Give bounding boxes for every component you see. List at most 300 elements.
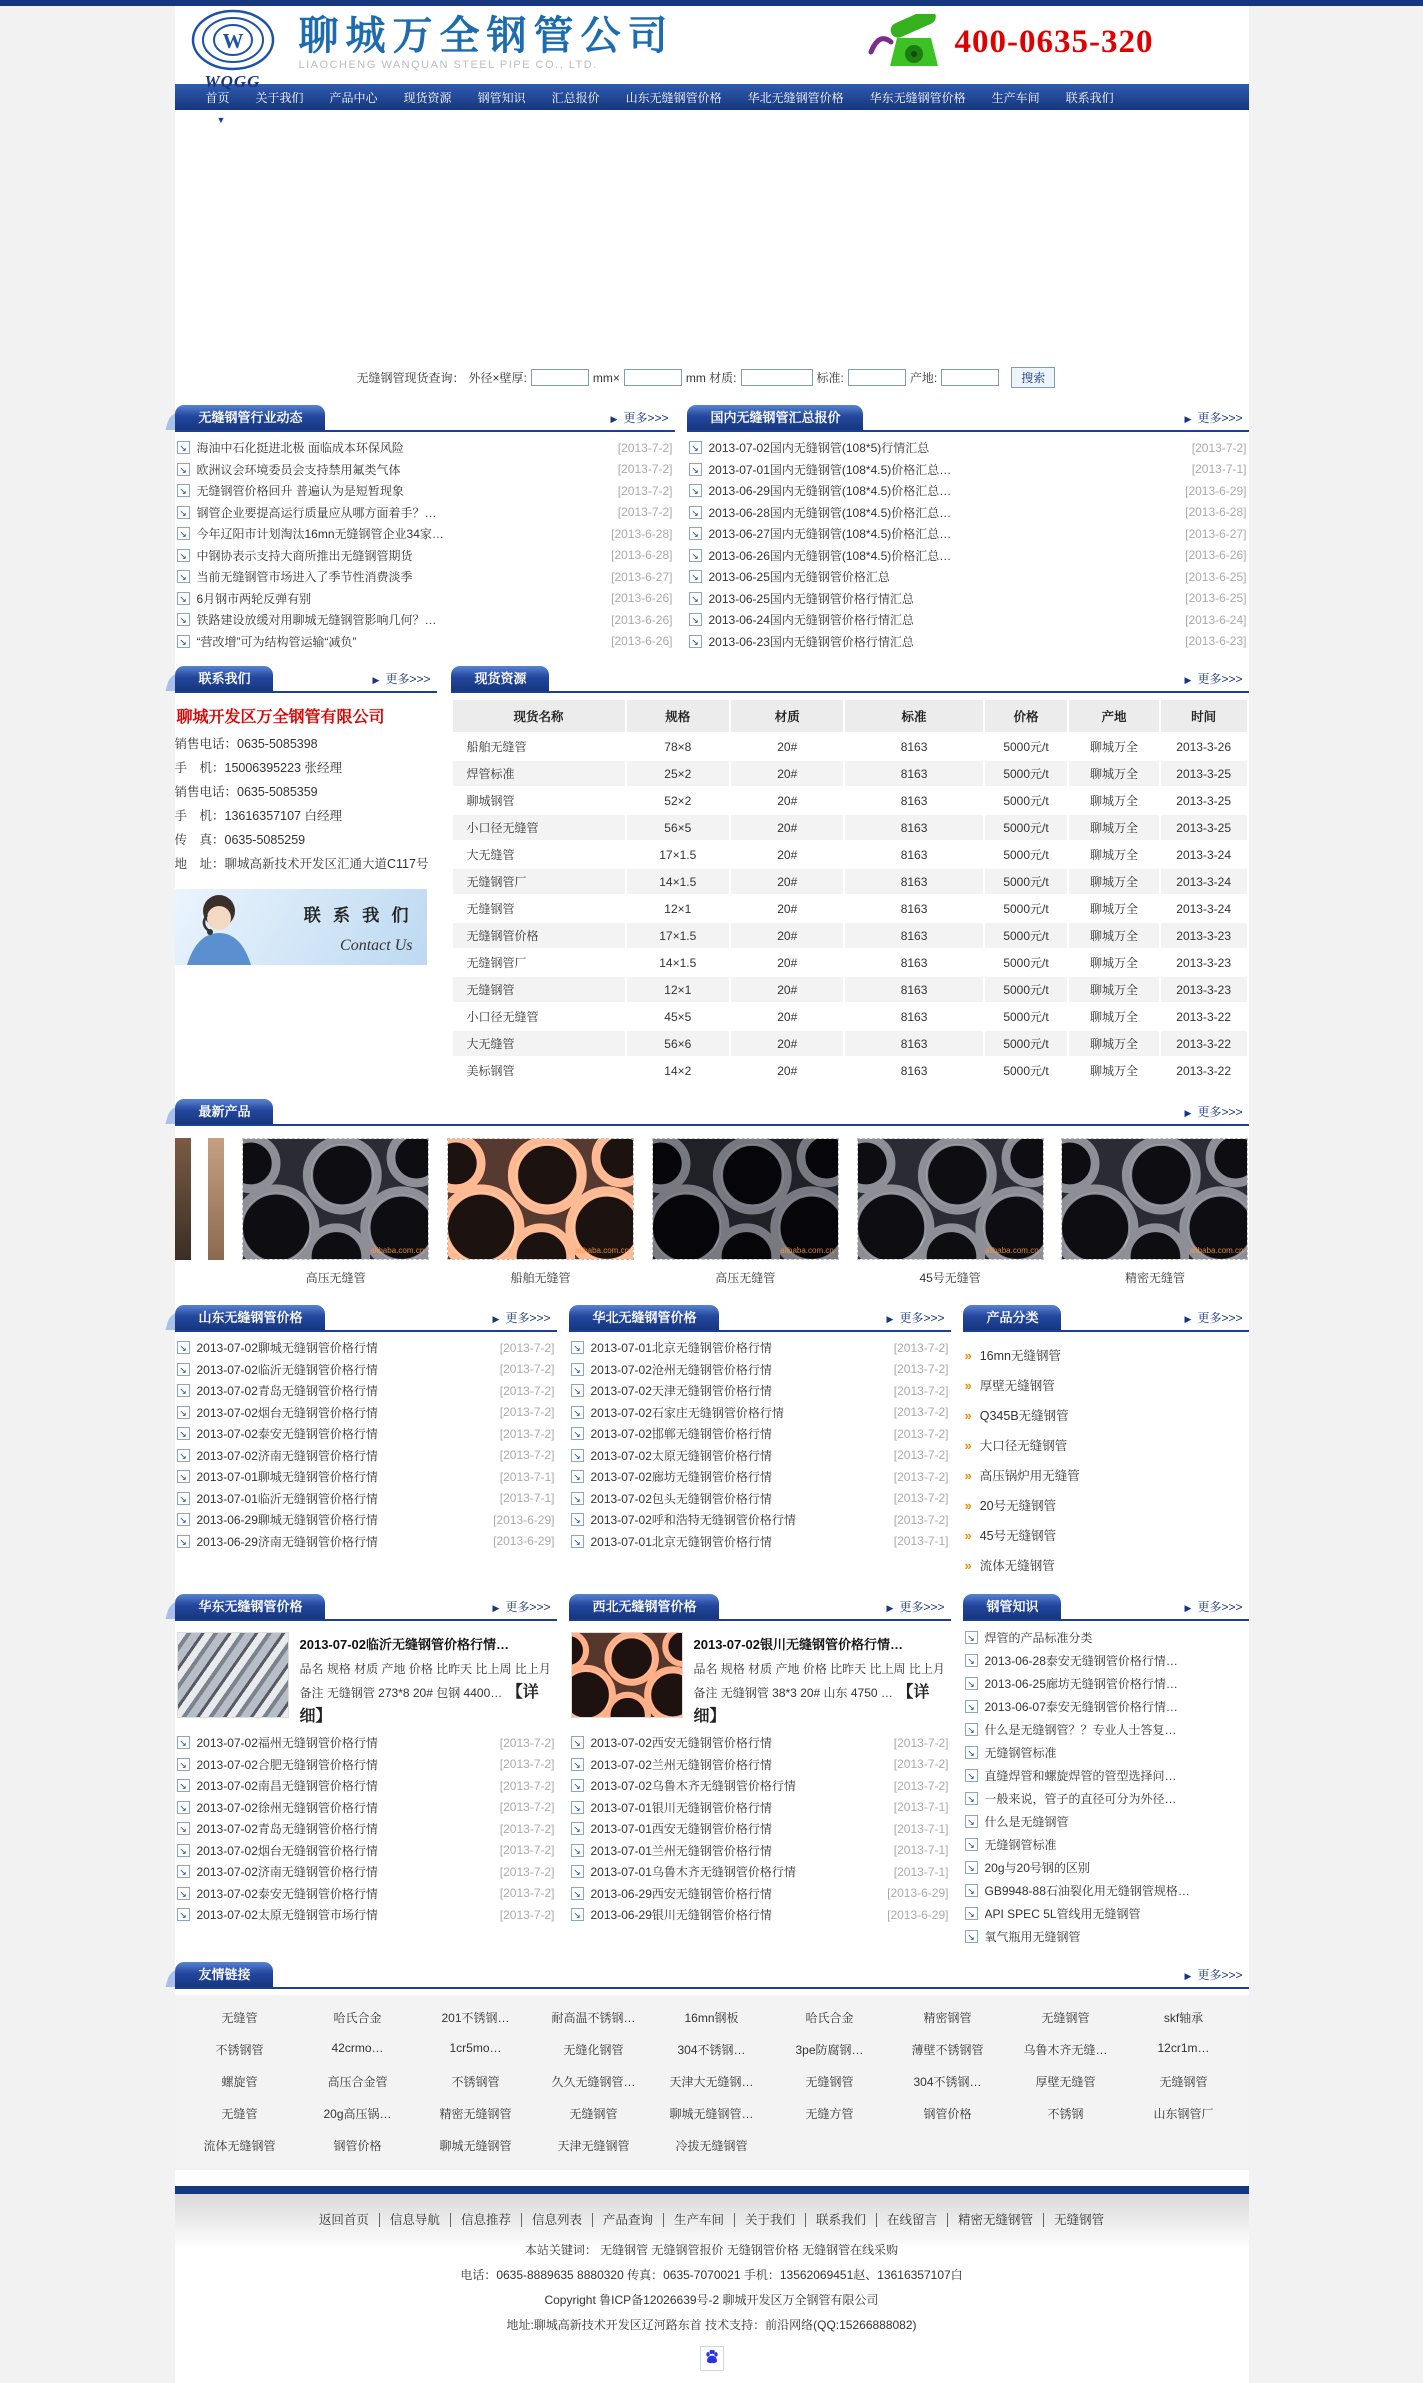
friend-link[interactable]: 无缝钢管 (569, 2107, 618, 2121)
price-link[interactable]: 2013-07-01兰州无缝钢管价格行情 (590, 1843, 772, 1858)
knowledge-link[interactable]: 什么是无缝钢管 (984, 1815, 1069, 1829)
more-link[interactable]: ▶ 更多>>> (492, 1311, 551, 1325)
footer-nav-link[interactable]: 在线留言 (877, 2213, 948, 2227)
friend-link[interactable]: 无缝钢管 (1041, 2011, 1090, 2025)
knowledge-link[interactable]: 焊管的产品标准分类 (984, 1631, 1093, 1645)
featured-article-image[interactable] (571, 1632, 683, 1718)
industry-news-list (175, 437, 675, 652)
featured-article-title[interactable]: 2013-07-02银川无缝钢管价格行情… (693, 1637, 903, 1652)
product-card (447, 1138, 634, 1287)
link-bullet-icon: ↘ (177, 441, 190, 454)
price-link[interactable]: 2013-07-02临沂无缝钢管价格行情 (196, 1362, 378, 1377)
spot-price-cell: 5000元/t (984, 976, 1069, 1003)
friend-link[interactable]: 无缝钢管 (1159, 2075, 1208, 2089)
link-bullet-icon: ↘ (571, 1406, 584, 1419)
product-image[interactable] (242, 1138, 429, 1260)
table-row (452, 895, 1248, 922)
price-link[interactable]: 2013-07-02泰安无缝钢管价格行情 (196, 1427, 378, 1442)
nav-item[interactable]: 华北无缝钢管价格 (747, 90, 844, 105)
price-link[interactable]: 2013-07-02西安无缝钢管价格行情 (590, 1736, 772, 1751)
friend-link[interactable]: 无缝钢管 (805, 2075, 854, 2089)
list-item (965, 1902, 1247, 1925)
footer-nav-link[interactable]: 产品查询 (593, 2213, 664, 2227)
friend-link[interactable]: skf轴承 (1163, 2011, 1204, 2025)
friend-link[interactable]: 天津大无缝钢… (669, 2075, 754, 2089)
friend-link[interactable]: 钢管价格 (923, 2107, 972, 2121)
nav-item[interactable]: 关于我们 (255, 90, 304, 105)
knowledge-link[interactable]: API SPEC 5L管线用无缝钢管 (984, 1907, 1141, 1921)
price-date: [2013-7-1] (893, 1864, 949, 1879)
spot-spec-cell: 45×5 (626, 1003, 731, 1030)
product-image[interactable] (652, 1138, 839, 1260)
price-link[interactable]: 2013-07-02廊坊无缝钢管价格行情 (590, 1470, 772, 1485)
product-image[interactable] (1061, 1138, 1248, 1260)
price-link[interactable]: 2013-06-29济南无缝钢管价格行情 (196, 1534, 378, 1549)
spot-origin-cell: 聊城万全 (1068, 868, 1159, 895)
more-arrow-icon: ▶ (1184, 1314, 1192, 1324)
column-header: 材质 (730, 699, 844, 733)
nav-item[interactable]: 钢管知识 (477, 90, 526, 105)
price-link[interactable]: 2013-07-02烟台无缝钢管价格行情 (196, 1405, 378, 1420)
spot-standard-cell: 8163 (844, 949, 983, 976)
price-link[interactable]: 2013-07-01聊城无缝钢管价格行情 (196, 1470, 378, 1485)
spot-name-cell: 船舶无缝管 (452, 733, 626, 760)
friend-link[interactable]: 无缝方管 (805, 2107, 854, 2121)
news-link[interactable]: 当前无缝钢管市场进入了季节性消费淡季 (196, 570, 413, 585)
link-bullet-icon: ↘ (965, 1769, 978, 1782)
news-link[interactable]: 中钢协表示支持大商所推出无缝钢管期货 (196, 548, 413, 563)
friend-link[interactable]: 久久无缝钢管… (551, 2075, 636, 2089)
standard-input[interactable] (848, 369, 906, 386)
footer-nav-link[interactable]: 关于我们 (735, 2213, 806, 2227)
spot-spec-cell: 12×1 (626, 895, 731, 922)
news-link[interactable]: 今年辽阳市计划淘汰16mn无缝钢管企业34家… (196, 527, 444, 542)
section-title-tab: 山东无缝钢管价格 (175, 1305, 325, 1330)
price-link[interactable]: 2013-07-02合肥无缝钢管价格行情 (196, 1757, 378, 1772)
footer-nav-link[interactable]: 生产车间 (664, 2213, 735, 2227)
price-link[interactable]: 2013-07-02石家庄无缝钢管价格行情 (590, 1405, 784, 1420)
price-link[interactable]: 2013-07-02泰安无缝钢管价格行情 (196, 1886, 378, 1901)
link-bullet-icon: ↘ (965, 1930, 978, 1943)
outer-diameter-input[interactable] (531, 369, 589, 386)
nav-item[interactable]: 产品中心 (329, 90, 378, 105)
product-caption-link[interactable]: 高压无缝管 (305, 1271, 366, 1285)
spot-standard-cell: 8163 (844, 1030, 983, 1057)
link-bullet-icon: ↘ (571, 1758, 584, 1771)
friend-link[interactable]: 不锈钢 (1047, 2107, 1084, 2121)
link-bullet-icon: ↘ (965, 1884, 978, 1897)
price-date: [2013-7-2] (893, 1735, 949, 1750)
category-link[interactable]: 45号无缝钢管 (979, 1529, 1057, 1543)
knowledge-link[interactable]: 一般来说，管子的直径可分为外径… (984, 1792, 1177, 1806)
friend-link[interactable]: 无缝管 (221, 2107, 258, 2121)
friend-link[interactable]: 304不锈钢… (677, 2043, 746, 2057)
footer-nav-link[interactable]: 联系我们 (806, 2213, 877, 2227)
price-link[interactable]: 2013-07-01北京无缝钢管价格行情 (590, 1534, 772, 1549)
list-item (177, 566, 673, 588)
friend-link[interactable]: 薄壁不锈钢管 (911, 2043, 984, 2057)
friend-link[interactable]: 高压合金管 (327, 2075, 388, 2089)
footer-nav-link[interactable]: 信息列表 (522, 2213, 593, 2227)
friend-link[interactable]: 1cr5mo… (449, 2041, 502, 2055)
list-item (177, 1402, 555, 1424)
category-link[interactable]: 大口径无缝钢管 (979, 1439, 1068, 1453)
price-link[interactable]: 2013-07-02包头无缝钢管价格行情 (590, 1491, 772, 1506)
spot-name-cell: 小口径无缝管 (452, 1003, 626, 1030)
friend-link[interactable]: 哈氏合金 (805, 2011, 854, 2025)
product-caption-link[interactable]: 高压无缝管 (715, 1271, 776, 1285)
list-item (177, 1337, 555, 1359)
more-link[interactable]: ▶ 更多>>> (492, 1600, 551, 1614)
news-date: [2013-6-28] (611, 548, 673, 563)
link-bullet-icon: ↘ (177, 484, 190, 497)
spot-price-cell: 5000元/t (984, 868, 1069, 895)
list-item (177, 1732, 555, 1754)
knowledge-link[interactable]: 20g与20号钢的区别 (984, 1861, 1090, 1875)
spot-material-cell: 20# (730, 841, 844, 868)
list-item (965, 1649, 1247, 1672)
spot-date-cell: 2013-3-22 (1160, 1057, 1248, 1084)
list-item (571, 1402, 949, 1424)
steel-pipes-photo (448, 1139, 633, 1259)
baidu-paw-icon[interactable] (700, 2346, 724, 2371)
list-item (177, 1840, 555, 1862)
news-date: [2013-6-28] (611, 526, 673, 541)
more-arrow-icon: ▶ (1184, 414, 1192, 424)
news-date: [2013-7-2] (617, 505, 673, 520)
footer-nav-link[interactable]: 信息推荐 (451, 2213, 522, 2227)
friend-links-grid (181, 2009, 1243, 2154)
banner-placeholder (175, 124, 1249, 364)
section-title-tab: 产品分类 (963, 1305, 1061, 1330)
spot-standard-cell: 8163 (844, 814, 983, 841)
price-date: [2013-6-29] (493, 1534, 555, 1549)
link-bullet-icon: ↘ (177, 570, 190, 583)
price-link[interactable]: 2013-07-02徐州无缝钢管价格行情 (196, 1800, 378, 1815)
price-link[interactable]: 2013-06-29西安无缝钢管价格行情 (590, 1886, 772, 1901)
wall-thickness-input[interactable] (624, 369, 682, 386)
list-item (965, 1400, 1247, 1430)
latest-products-section (175, 1099, 1249, 1291)
more-link[interactable]: ▶ 更多>>> (610, 411, 669, 425)
friend-link[interactable]: 螺旋管 (221, 2075, 258, 2089)
more-arrow-icon: ▶ (1184, 675, 1192, 685)
hotline-block (867, 14, 1154, 70)
knowledge-link[interactable]: 2013-06-07泰安无缝钢管价格行情… (984, 1700, 1178, 1714)
contact-section (175, 666, 437, 1085)
friend-link[interactable]: 聊城无缝钢管… (669, 2107, 754, 2121)
friend-link[interactable]: 钢管价格 (333, 2139, 382, 2153)
friend-link[interactable]: 无缝管 (221, 2011, 258, 2025)
price-date: [2013-7-2] (499, 1426, 555, 1441)
spot-spec-cell: 12×1 (626, 976, 731, 1003)
friend-link[interactable]: 天津无缝钢管 (557, 2139, 630, 2153)
nav-item[interactable]: 山东无缝钢管价格 (625, 90, 722, 105)
list-item (177, 1797, 555, 1819)
product-caption-link[interactable]: 45号无缝管 (919, 1271, 981, 1285)
nav-item[interactable]: 汇总报价 (551, 90, 600, 105)
friend-link[interactable]: 厚壁无缝管 (1035, 2075, 1096, 2089)
category-link[interactable]: 高压锅炉用无缝管 (979, 1469, 1080, 1483)
material-input[interactable] (741, 369, 813, 386)
category-link[interactable]: 16mn无缝钢管 (979, 1349, 1062, 1363)
quote-link[interactable]: 2013-07-01国内无缝钢管(108*4.5)价格汇总… (708, 462, 952, 477)
list-item (965, 1718, 1247, 1741)
under-nav (175, 110, 1249, 124)
price-date: [2013-7-1] (893, 1534, 949, 1549)
knowledge-link[interactable]: 2013-06-25廊坊无缝钢管价格行情… (984, 1677, 1178, 1691)
friend-link[interactable]: 精密无缝钢管 (439, 2107, 512, 2121)
friend-link[interactable]: 不锈钢管 (451, 2075, 500, 2089)
price-link[interactable]: 2013-06-29银川无缝钢管价格行情 (590, 1908, 772, 1923)
friend-link[interactable]: 3pe防腐钢… (795, 2043, 864, 2057)
friend-link[interactable]: 42crmo… (331, 2041, 384, 2055)
price-link[interactable]: 2013-07-02聊城无缝钢管价格行情 (196, 1341, 378, 1356)
price-link[interactable]: 2013-07-02烟台无缝钢管价格行情 (196, 1843, 378, 1858)
link-bullet-icon: ↘ (965, 1907, 978, 1920)
unit-mm-material-label: mm 材质: (685, 371, 737, 385)
price-link[interactable]: 2013-07-02太原无缝钢管市场行情 (196, 1908, 378, 1923)
price-link[interactable]: 2013-07-01北京无缝钢管价格行情 (590, 1341, 772, 1356)
list-item (177, 588, 673, 610)
nav-item[interactable]: 联系我们 (1065, 90, 1114, 105)
news-link[interactable]: 欧洲议会环境委员会支持禁用氟类气体 (196, 462, 401, 477)
list-item (571, 1840, 949, 1862)
friend-link[interactable]: 20g高压锅… (323, 2107, 392, 2121)
knowledge-link[interactable]: 无缝钢管标准 (984, 1746, 1057, 1760)
spot-origin-cell: 聊城万全 (1068, 733, 1159, 760)
friend-link[interactable]: 16mn钢板 (684, 2011, 739, 2025)
friend-link[interactable]: 乌鲁木齐无缝… (1023, 2043, 1108, 2057)
list-item (177, 480, 673, 502)
list-item (689, 437, 1247, 459)
list-item (177, 1445, 555, 1467)
knowledge-link[interactable]: 氧气瓶用无缝钢管 (984, 1930, 1081, 1944)
friend-link[interactable]: 山东钢管厂 (1153, 2107, 1214, 2121)
price-date: [2013-7-1] (499, 1469, 555, 1484)
orange-arrow-icon: » (964, 1437, 972, 1453)
price-link[interactable]: 2013-07-01西安无缝钢管价格行情 (590, 1822, 772, 1837)
friend-link[interactable]: 哈氏合金 (333, 2011, 382, 2025)
category-link[interactable]: 20号无缝钢管 (979, 1499, 1057, 1513)
friend-link[interactable]: 304不锈钢… (913, 2075, 982, 2089)
spot-date-cell: 2013-3-22 (1160, 1003, 1248, 1030)
list-item (965, 1340, 1247, 1370)
footer-nav (175, 2210, 1249, 2228)
main-nav (175, 84, 1249, 110)
logo-rings-icon (189, 9, 277, 71)
quote-link[interactable]: 2013-06-25国内无缝钢管价格行情汇总 (708, 591, 914, 606)
knowledge-link[interactable]: 无缝钢管标准 (984, 1838, 1057, 1852)
origin-input[interactable] (941, 369, 999, 386)
more-link[interactable]: ▶ 更多>>> (886, 1311, 945, 1325)
friend-link[interactable]: 12cr1m… (1157, 2041, 1210, 2055)
knowledge-link[interactable]: 2013-06-28泰安无缝钢管价格行情… (984, 1654, 1178, 1668)
quote-link[interactable]: 2013-06-27国内无缝钢管(108*4.5)价格汇总… (708, 527, 952, 542)
more-link[interactable]: ▶ 更多>>> (1184, 1105, 1243, 1119)
product-image[interactable] (857, 1138, 1044, 1260)
spot-date-cell: 2013-3-25 (1160, 787, 1248, 814)
link-bullet-icon: ↘ (177, 1427, 190, 1440)
detail-link[interactable]: 【详细】 (693, 1684, 930, 1725)
footer-nav-link[interactable]: 精密无缝钢管 (948, 2213, 1044, 2227)
unit-mm-x-label: mm× (592, 370, 620, 385)
price-date: [2013-7-1] (499, 1491, 555, 1506)
list-item (965, 1695, 1247, 1718)
price-link[interactable]: 2013-07-01临沂无缝钢管价格行情 (196, 1491, 378, 1506)
category-link[interactable]: 厚壁无缝钢管 (979, 1379, 1055, 1393)
more-link[interactable]: ▶ 更多>>> (1184, 672, 1243, 686)
price-link[interactable]: 2013-07-01银川无缝钢管价格行情 (590, 1800, 772, 1815)
knowledge-link[interactable]: 什么是无缝钢管？？专业人士答复… (984, 1723, 1177, 1737)
nav-item[interactable]: 现货资源 (403, 90, 452, 105)
link-bullet-icon: ↘ (177, 1470, 190, 1483)
news-date: [2013-6-26] (611, 634, 673, 649)
photo-watermark: alibaba.com.cn (1189, 1246, 1244, 1255)
friend-link[interactable]: 精密钢管 (923, 2011, 972, 2025)
more-link[interactable]: ▶ 更多>>> (1184, 1311, 1243, 1325)
featured-article-desc: 品名 规格 材质 产地 价格 比昨天 比上周 比上月 备注 无缝钢管 273*8 20# 包钢 4400… (299, 1662, 551, 1700)
table-row (452, 787, 1248, 814)
price-link[interactable]: 2013-07-02天津无缝钢管价格行情 (590, 1384, 772, 1399)
news-link[interactable]: 铁路建设放缓对用聊城无缝钢管影响几何？… (196, 613, 437, 628)
spot-standard-cell: 8163 (844, 1003, 983, 1030)
spot-spec-cell: 56×6 (626, 1030, 731, 1057)
spot-material-cell: 20# (730, 733, 844, 760)
link-bullet-icon: ↘ (571, 1887, 584, 1900)
product-caption-link[interactable]: 精密无缝管 (1124, 1271, 1185, 1285)
list-item (177, 1423, 555, 1445)
quote-link[interactable]: 2013-06-23国内无缝钢管价格行情汇总 (708, 634, 914, 649)
price-link[interactable]: 2013-07-02太原无缝钢管价格行情 (590, 1448, 772, 1463)
link-bullet-icon: ↘ (571, 1844, 584, 1857)
quote-link[interactable]: 2013-06-28国内无缝钢管(108*4.5)价格汇总… (708, 505, 952, 520)
detail-link[interactable]: 【详细】 (299, 1684, 539, 1725)
quote-link[interactable]: 2013-06-29国内无缝钢管(108*4.5)价格汇总… (708, 484, 952, 499)
more-link[interactable]: ▶ 更多>>> (372, 672, 431, 686)
spot-price-cell: 5000元/t (984, 814, 1069, 841)
quote-link[interactable]: 2013-06-24国内无缝钢管价格行情汇总 (708, 613, 914, 628)
spot-resources-section (451, 666, 1249, 1085)
shandong-price-list (175, 1337, 557, 1552)
product-card (857, 1138, 1044, 1287)
featured-article-desc: 品名 规格 材质 产地 价格 比昨天 比上周 比上月 备注 无缝钢管 38*3 20# 山东 4750 … (693, 1662, 945, 1700)
link-bullet-icon: ↘ (177, 1341, 190, 1354)
knowledge-link[interactable]: GB9948-88石油裂化用无缝钢管规格… (984, 1884, 1190, 1898)
nav-item[interactable]: 首页 (205, 90, 230, 105)
price-link[interactable]: 2013-07-02呼和浩特无缝钢管价格行情 (590, 1513, 796, 1528)
quote-link[interactable]: 2013-06-26国内无缝钢管(108*4.5)价格汇总… (708, 548, 952, 563)
spot-origin-cell: 聊城万全 (1068, 949, 1159, 976)
price-link[interactable]: 2013-07-02济南无缝钢管价格行情 (196, 1448, 378, 1463)
link-bullet-icon: ↘ (689, 592, 702, 605)
price-date: [2013-7-2] (499, 1735, 555, 1750)
price-link[interactable]: 2013-07-01乌鲁木齐无缝钢管价格行情 (590, 1865, 796, 1880)
price-link[interactable]: 2013-07-02青岛无缝钢管价格行情 (196, 1822, 378, 1837)
price-link[interactable]: 2013-07-02福州无缝钢管价格行情 (196, 1736, 378, 1751)
price-link[interactable]: 2013-07-02南昌无缝钢管价格行情 (196, 1779, 378, 1794)
product-caption-link[interactable]: 船舶无缝管 (510, 1271, 571, 1285)
section-title-tab: 最新产品 (175, 1099, 273, 1124)
news-link[interactable]: 海油中石化挺进北极 面临成本环保风险 (196, 441, 404, 456)
price-link[interactable]: 2013-07-02兰州无缝钢管价格行情 (590, 1757, 772, 1772)
quote-link[interactable]: 2013-07-02国内无缝钢管(108*5)行情汇总 (708, 441, 930, 456)
category-link[interactable]: 流体无缝钢管 (979, 1559, 1055, 1573)
spot-date-cell: 2013-3-22 (1160, 1030, 1248, 1057)
quote-link[interactable]: 2013-06-25国内无缝钢管价格汇总 (708, 570, 890, 585)
price-link[interactable]: 2013-07-02沧州无缝钢管价格行情 (590, 1362, 772, 1377)
news-link[interactable]: 钢管企业要提高运行质量应从哪方面着手？… (196, 505, 437, 520)
more-link[interactable]: ▶ 更多>>> (1184, 1600, 1243, 1614)
category-link[interactable]: Q345B无缝钢管 (979, 1409, 1069, 1423)
footer-nav-link[interactable]: 无缝钢管 (1054, 2213, 1105, 2227)
news-link[interactable]: 无缝钢管价格回升 普遍认为是短暂现象 (196, 484, 404, 499)
list-item (965, 1787, 1247, 1810)
friend-link[interactable]: 不锈钢管 (215, 2043, 264, 2057)
knowledge-link[interactable]: 直缝焊管和螺旋焊管的管型选择问… (984, 1769, 1177, 1783)
product-image[interactable] (447, 1138, 634, 1260)
list-item (571, 1797, 949, 1819)
price-link[interactable]: 2013-07-02济南无缝钢管价格行情 (196, 1865, 378, 1880)
link-bullet-icon: ↘ (571, 1535, 584, 1548)
news-date: [2013-6-26] (611, 612, 673, 627)
link-bullet-icon: ↘ (177, 1449, 190, 1462)
link-bullet-icon: ↘ (571, 1470, 584, 1483)
list-item (965, 1879, 1247, 1902)
featured-article-title[interactable]: 2013-07-02临沂无缝钢管价格行情… (299, 1637, 509, 1652)
link-bullet-icon: ↘ (177, 1887, 190, 1900)
quote-date: [2013-6-29] (1185, 483, 1247, 498)
news-link[interactable]: “营改增”可为结构管运输“减负” (196, 634, 357, 649)
more-link[interactable]: ▶ 更多>>> (886, 1600, 945, 1614)
link-bullet-icon: ↘ (177, 1758, 190, 1771)
price-link[interactable]: 2013-07-02乌鲁木齐无缝钢管价格行情 (590, 1779, 796, 1794)
friend-link[interactable]: 201不锈钢… (441, 2011, 510, 2025)
friend-link[interactable]: 聊城无缝钢管 (439, 2139, 512, 2153)
link-bullet-icon: ↘ (177, 1513, 190, 1526)
price-link[interactable]: 2013-07-02青岛无缝钢管价格行情 (196, 1384, 378, 1399)
od-wall-label: 外径×壁厚: (468, 371, 527, 385)
spot-price-cell: 5000元/t (984, 1003, 1069, 1030)
price-link[interactable]: 2013-07-02邯郸无缝钢管价格行情 (590, 1427, 772, 1442)
nav-item[interactable]: 生产车间 (991, 90, 1040, 105)
more-link[interactable]: ▶ 更多>>> (1184, 1968, 1243, 1982)
product-card (1061, 1138, 1248, 1287)
footer-nav-link[interactable]: 信息导航 (380, 2213, 451, 2227)
svg-text:W: W (222, 29, 243, 53)
news-link[interactable]: 6月钢市两轮反弹有别 (196, 591, 312, 606)
spot-origin-cell: 聊城万全 (1068, 760, 1159, 787)
list-item (965, 1833, 1247, 1856)
friend-link[interactable]: 无缝化钢管 (563, 2043, 624, 2057)
more-link[interactable]: ▶ 更多>>> (1184, 411, 1243, 425)
friend-link[interactable]: 耐高温不锈钢… (551, 2011, 636, 2025)
orange-arrow-icon: » (964, 1557, 972, 1573)
footer-nav-link[interactable]: 返回首页 (309, 2213, 380, 2227)
featured-article-image[interactable] (177, 1632, 289, 1718)
friend-link[interactable]: 流体无缝钢管 (203, 2139, 276, 2153)
nav-item[interactable]: 华东无缝钢管价格 (869, 90, 966, 105)
industry-news-section (175, 405, 675, 652)
friend-link[interactable]: 冷拔无缝钢管 (675, 2139, 748, 2153)
chevron-down-icon: ▼ (216, 115, 226, 125)
search-button[interactable]: 搜索 (1011, 367, 1055, 388)
price-link[interactable]: 2013-06-29聊城无缝钢管价格行情 (196, 1513, 378, 1528)
company-logo[interactable] (189, 9, 277, 92)
spot-standard-cell: 8163 (844, 760, 983, 787)
spot-spec-cell: 56×5 (626, 814, 731, 841)
price-date: [2013-7-1] (893, 1800, 949, 1815)
